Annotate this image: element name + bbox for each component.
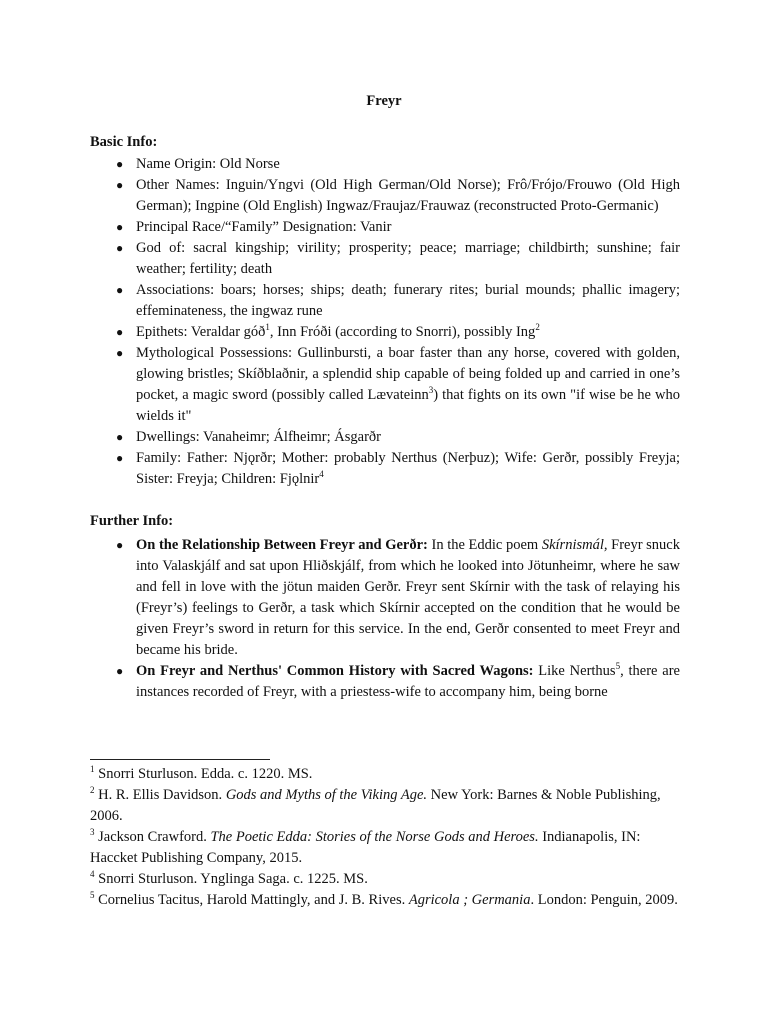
item-text: God of: sacral kingship; virility; prosperity; peace; marriage; childbirth; sunshine; fair weather; fertility; death: [136, 240, 680, 277]
bullet-icon: ●: [116, 664, 124, 678]
list-item: [90, 427, 680, 448]
bullet-icon: ●: [116, 220, 124, 234]
footnote-ref: 2: [535, 322, 540, 333]
item-text: , there are instances recorded of Freyr, with a priestess-wife to accompany him, being borne: [136, 663, 680, 700]
footnote-ref: 1: [265, 322, 270, 333]
footnote: $^1$ Snorri Sturluson. Edda. c. 1220. MS.: [90, 764, 313, 782]
footnotes: [90, 764, 678, 911]
list-item: [90, 175, 680, 217]
bullet-icon: ●: [116, 451, 124, 465]
bullet-icon: ●: [116, 538, 124, 552]
item-text: Dwellings: Vanaheimr; Álfheimr; Ásgarðr: [136, 429, 381, 445]
basic-info-list: [90, 154, 680, 490]
poem-title: Skírnismál,: [541, 537, 608, 553]
footnote: $^2$ H. R. Ellis Davidson. Gods and Myths of the Viking Age. New York: Barnes & Noble Publishing, 2006.: [90, 785, 661, 824]
item-text: Name Origin: Old Norse: [136, 156, 280, 172]
item-text: Associations: boars; horses; ships; death; funerary rites; burial mounds; phallic imagery; effeminateness, the ingwaz rune: [136, 282, 680, 319]
list-item: [90, 280, 680, 322]
item-text: Like Nerthus: [533, 663, 616, 679]
item-text: , Inn Fróði (according to Snorri), possibly Ing: [269, 324, 536, 340]
item-text: Other Names: Inguin/Yngvi (Old High German/Old Norse); Frô/Frójo/Frouwo (Old High German); Ingpine (Old English) Ingwaz/Fraujaz/Frauwaz (reconstructed Proto-Germanic): [136, 177, 680, 214]
bullet-icon: ●: [116, 283, 124, 297]
item-text: Epithets: Veraldar góð: [136, 324, 266, 340]
bullet-icon: ●: [116, 346, 124, 360]
list-item: [90, 343, 680, 427]
item-heading: On the Relationship Between Freyr and Gerðr:: [136, 537, 428, 553]
list-item: [90, 448, 680, 490]
item-text: Family: Father: Njǫrðr; Mother: probably Nerthus (Nerþuz); Wife: Gerðr, possibly Freyja; Sister: Freyja; Children: Fjǫlnir: [136, 450, 680, 487]
bullet-icon: ●: [116, 178, 124, 192]
bullet-icon: ●: [116, 241, 124, 255]
list-item: [90, 661, 680, 703]
footnote-ref: 3: [428, 385, 434, 396]
bullet-icon: ●: [116, 157, 124, 171]
list-item: [90, 535, 680, 661]
footnote: $^5$ Cornelius Tacitus, Harold Mattingly, and J. B. Rives. Agricola ; Germania. London: Penguin, 2009.: [90, 890, 678, 908]
further-info-list: [90, 535, 680, 703]
item-text: Freyr snuck into Valaskjálf and sat upon Hliðskjálf, from which he looked into Jötunheimr, where he saw and fell in love with the jötun maiden Gerðr. Freyr sent Skírnir with the task of relaying his (Freyr’s) feelings to Gerðr, a task which Skírnir accepted on the condition that he would be given Freyr’s sword in return for this service. In the end, Gerðr consented to meet Freyr and became his bride.: [136, 537, 680, 658]
item-text: Mythological Possessions: Gullinbursti, a boar faster than any horse, covered with golden, glowing bristles; Skíðblaðnir, a splendid ship capable of being folded up and carried in one’s pocket, a magic sword (possibly called Lævateinn: [136, 345, 680, 403]
item-text: ) that fights on its own "if wise be he who wields it": [136, 387, 680, 424]
bullet-icon: ●: [116, 430, 124, 444]
list-item: [90, 217, 680, 238]
item-heading: On Freyr and Nerthus' Common History with Sacred Wagons:: [136, 663, 534, 679]
footnote: $^4$ Snorri Sturluson. Ynglinga Saga. c. 1225. MS.: [90, 869, 368, 887]
item-text: Principal Race/“Family” Designation: Vanir: [136, 219, 392, 235]
basic-info-heading: Basic Info:: [90, 134, 158, 150]
list-item: [90, 154, 680, 175]
item-text: In the Eddic poem: [427, 537, 542, 553]
list-item: [90, 322, 680, 343]
footnote-ref: 4: [319, 469, 324, 480]
footnote-ref: 5: [615, 661, 621, 672]
bullet-icon: ●: [116, 325, 124, 339]
further-info-heading: Further Info:: [90, 513, 174, 529]
page-title: Freyr: [366, 93, 402, 109]
list-item: [90, 238, 680, 280]
footnote: $^3$ Jackson Crawford. The Poetic Edda: Stories of the Norse Gods and Heroes. Indianapolis, IN: Haccket Publishing Company, 2015.: [90, 827, 641, 866]
footnote-separator: [90, 759, 270, 760]
